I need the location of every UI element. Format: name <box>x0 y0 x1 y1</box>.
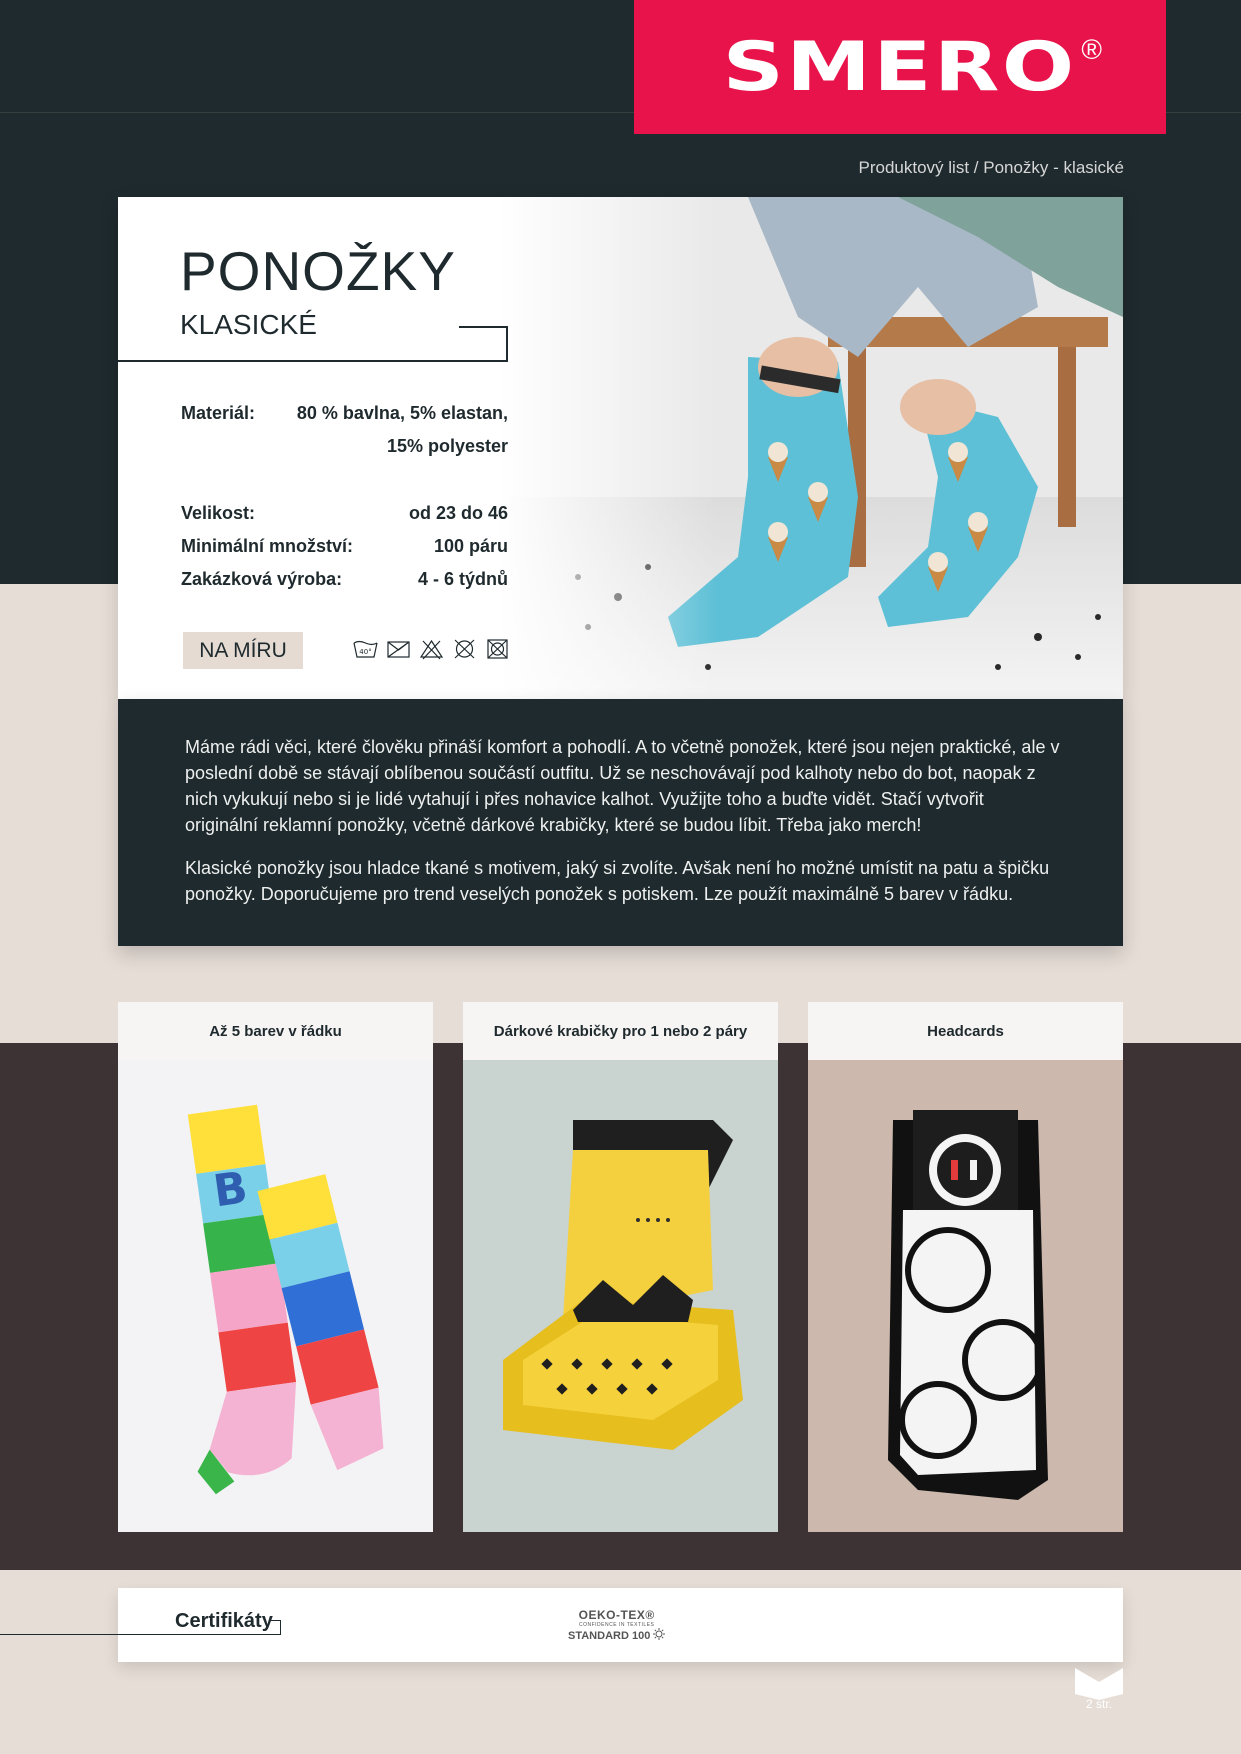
breadcrumb: Produktový list / Ponožky - klasické <box>858 158 1124 177</box>
description-paragraph-2: Klasické ponožky jsou hladce tkané s motivem, jaký si zvolíte. Avšak není ho možné umístit na patu a špičku ponožky. Doporučujeme pro trend veselých ponožek s potiskem. Lze použít maximálně 5 barev v řádku. <box>185 858 1050 904</box>
spec-material <box>181 403 508 469</box>
spec-size-label: Velikost: <box>181 503 256 523</box>
certificates-section <box>118 1588 1123 1662</box>
oeko-tex-logo <box>568 1608 665 1642</box>
no-tumble-dry-icon <box>419 638 444 660</box>
certificates-bracket <box>270 1620 281 1635</box>
spec-lead-time-label: Zakázková výroba: <box>181 569 343 589</box>
title-underline <box>118 360 508 362</box>
oeko-tex-standard <box>568 1628 665 1642</box>
product-subtitle: KLASICKÉ <box>180 309 317 340</box>
spec-size-value: od 23 do 46 <box>408 503 508 523</box>
spec-lead-time-value: 4 - 6 týdnů <box>417 569 508 589</box>
title-bracket <box>459 326 508 362</box>
colorful-socks-photo <box>118 1060 433 1532</box>
logo-text: SMERO <box>722 27 1078 107</box>
socks-hero-photo <box>498 197 1123 699</box>
feature-title: Headcards <box>808 1002 1123 1060</box>
oeko-tex-name: OEKO-TEX® <box>578 1608 655 1622</box>
certificates-line <box>0 1634 280 1635</box>
wash-40-icon <box>353 638 378 660</box>
spec-size <box>181 503 508 527</box>
svg-text:B: B <box>210 1162 251 1218</box>
no-dryclean-icon <box>452 638 477 660</box>
spec-material-value: 80 % bavlna, 5% elastan, <box>296 403 508 423</box>
care-icons <box>353 638 510 660</box>
spec-material-value-2: 15% polyester <box>386 436 508 456</box>
oeko-sun-icon <box>653 1628 665 1640</box>
spec-min-qty-label: Minimální množství: <box>181 536 354 556</box>
feature-card-colors <box>118 1002 433 1532</box>
gift-box-photo <box>463 1060 778 1532</box>
custom-badge: NA MÍRU <box>183 632 303 669</box>
no-bleach-icon <box>386 638 411 660</box>
no-wring-icon <box>485 638 510 660</box>
certificates-title: Certifikáty <box>175 1610 273 1632</box>
description-block <box>118 699 1123 946</box>
page-badge-icon <box>1075 1660 1123 1700</box>
product-title: PONOŽKY <box>180 240 456 302</box>
brand-logo[interactable] <box>634 0 1166 134</box>
spec-material-label: Materiál: <box>181 403 256 423</box>
spec-lead-time <box>181 569 508 593</box>
feature-title: Až 5 barev v řádku <box>118 1002 433 1060</box>
spec-min-qty-value: 100 páru <box>433 536 508 556</box>
hero-card <box>118 197 1123 699</box>
oeko-tex-standard-label: STANDARD 100 <box>568 1630 651 1642</box>
headcard-socks-photo <box>808 1060 1123 1532</box>
feature-title: Dárkové krabičky pro 1 nebo 2 páry <box>463 1002 778 1060</box>
feature-card-headcards <box>808 1002 1123 1532</box>
wash-temp-label: 40° <box>359 648 372 656</box>
page-number: 2 str. <box>1086 1697 1113 1711</box>
feature-card-gift-box <box>463 1002 778 1532</box>
oeko-tex-tagline: CONFIDENCE IN TEXTILES <box>579 1622 655 1628</box>
spec-min-qty <box>181 536 508 560</box>
registered-mark: ® <box>1081 34 1102 65</box>
description-paragraph-1: Máme rádi věci, které člověku přináší komfort a pohodlí. A to včetně ponožek, které jsou nejen praktické, ale v poslední době se stávají oblíbenou součástí outfitu. Už se neschovávají pod kalhoty nebo do bot, naopak z nich vykukují nebo si je lidé vytahují i přes nohavice kalhot. Využijte toho a buďte vidět. Stačí vytvořit originální reklamní ponožky, včetně dárkové krabičky, které se budou líbit. Třeba jako merch! <box>185 737 1060 835</box>
